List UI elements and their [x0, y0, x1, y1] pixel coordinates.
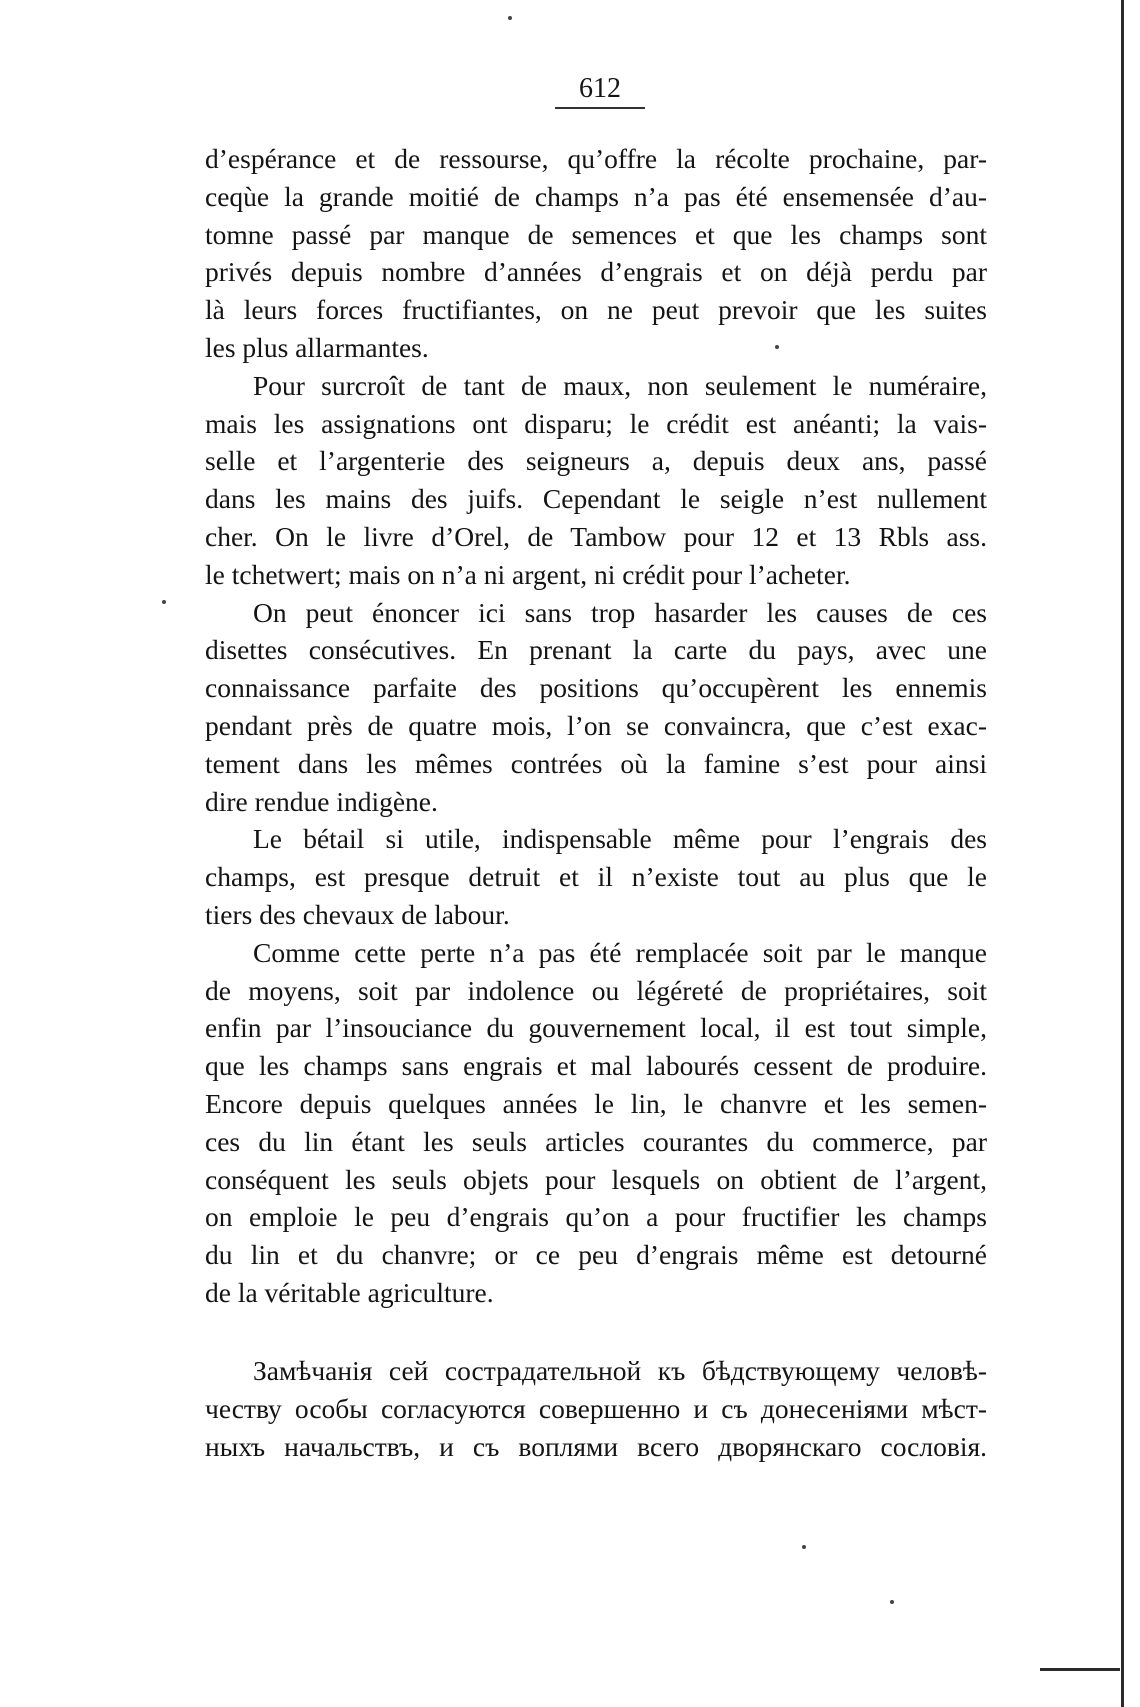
- text-line: ces du lin étant les seuls articles courantes du commerce, par: [205, 1125, 987, 1157]
- text-line: disettes consécutives. En prenant la carte du pays, avec une: [205, 634, 987, 666]
- print-speck: [802, 1545, 806, 1549]
- paragraph-start-line: Comme cette perte n’a pas été remplacée soit par le manque: [253, 936, 987, 968]
- print-speck: [890, 1600, 894, 1604]
- print-speck: [162, 600, 166, 604]
- text-line: du lin et du chanvre; or ce peu d’engrais même est detourné: [205, 1239, 987, 1271]
- paragraph-start-line: Pour surcroît de tant de maux, non seulement le numéraire,: [253, 369, 987, 401]
- text-line: de la véritable agriculture.: [205, 1276, 494, 1308]
- text-line: le tchetwert; mais on n’a ni argent, ni crédit pour l’acheter.: [205, 558, 851, 590]
- text-line: mais les assignations ont disparu; le crédit est anéanti; la vais-: [205, 407, 987, 439]
- text-line: честву особы согласуются совершенно и съ донесеніями мѣст-: [205, 1392, 987, 1424]
- text-line: tiers des chevaux de labour.: [205, 898, 510, 930]
- page-edge-rule: [1121, 0, 1124, 1707]
- paragraph-start-line: Замѣчанія сей сострадательной къ бѣдствующему человѣ-: [253, 1355, 987, 1386]
- print-speck: [775, 345, 779, 349]
- page-corner-mark: [1040, 1668, 1120, 1671]
- text-line: que les champs sans engrais et mal labourés cessent de produire.: [205, 1050, 987, 1082]
- french-body-text: [205, 140, 987, 1312]
- text-line: là leurs forces fructifiantes, on ne peut prevoir que les suites: [205, 294, 987, 326]
- print-speck: [508, 16, 512, 20]
- paragraph-start-line: Le bétail si utile, indispensable même pour l’engrais des: [253, 823, 987, 855]
- text-line: pendant près de quatre mois, l’on se convaincra, que c’est exac-: [205, 709, 987, 741]
- text-line: selle et l’argenterie des seigneurs a, depuis deux ans, passé: [205, 445, 987, 477]
- text-line: privés depuis nombre d’années d’engrais et on déjà perdu par: [205, 256, 987, 288]
- text-line: tomne passé par manque de semences et que les champs sont: [205, 218, 987, 250]
- text-line: ceqùe la grande moitié de champs n’a pas été ensemensée d’au-: [205, 180, 987, 212]
- paragraph-start-line: On peut énoncer ici sans trop hasarder les causes de ces: [253, 596, 987, 628]
- text-line: connaissance parfaite des positions qu’occupèrent les ennemis: [205, 672, 987, 704]
- text-line: tement dans les mêmes contrées où la famine s’est pour ainsi: [205, 747, 987, 779]
- text-line: on emploie le peu d’engrais qu’on a pour fructifier les champs: [205, 1201, 987, 1233]
- text-line: de moyens, soit par indolence ou légéreté de propriétaires, soit: [205, 974, 987, 1006]
- text-line: ныхъ начальствъ, и съ воплями всего дворянскаго сословія.: [205, 1430, 987, 1462]
- text-line: dans les mains des juifs. Cependant le seigle n’est nullement: [205, 483, 987, 515]
- text-line: conséquent les seuls objets pour lesquels on obtient de l’argent,: [205, 1163, 987, 1195]
- text-line: les plus allarmantes.: [205, 331, 429, 363]
- russian-body-text: [205, 1352, 987, 1465]
- page-number-rule: [555, 107, 645, 109]
- text-line: champs, est presque detruit et il n’existe tout au plus que le: [205, 861, 987, 893]
- text-line: d’espérance et de ressourse, qu’offre la récolte prochaine, par-: [205, 143, 987, 174]
- text-line: enfin par l’insouciance du gouvernement local, il est tout simple,: [205, 1012, 987, 1044]
- text-line: cher. On le livre d’Orel, de Tambow pour 12 et 13 Rbls ass.: [205, 520, 987, 552]
- page-number: 612: [579, 73, 621, 104]
- text-line: dire rendue indigène.: [205, 785, 438, 817]
- text-line: Encore depuis quelques années le lin, le chanvre et les semen-: [205, 1087, 987, 1119]
